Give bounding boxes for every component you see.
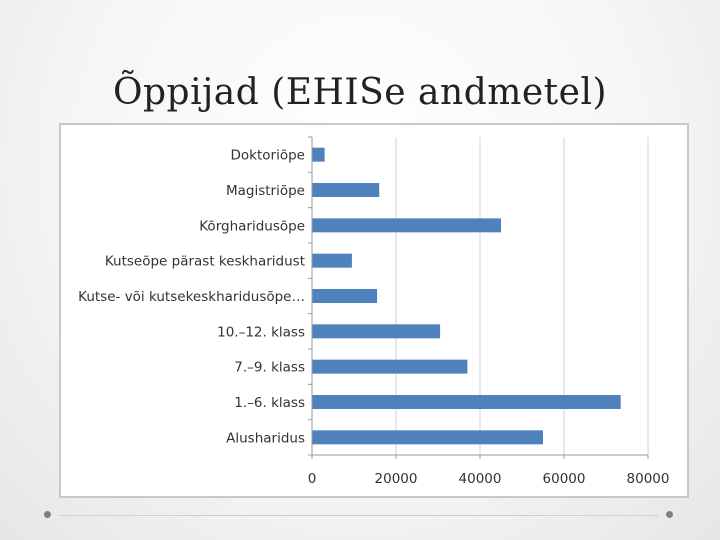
- x-tick-label-3: 60000: [542, 471, 586, 487]
- bar-1: [312, 183, 379, 197]
- bar-6: [312, 360, 467, 374]
- bar-0: [312, 148, 325, 162]
- category-label-1: Magistriõpe: [225, 183, 305, 199]
- bar-4: [312, 289, 377, 303]
- bar-3: [312, 254, 352, 268]
- x-tick-label-1: 20000: [374, 471, 418, 487]
- bar-8: [312, 430, 543, 444]
- category-label-6: 7.–9. klass: [234, 359, 305, 376]
- category-label-5: 10.–12. klass: [217, 324, 305, 341]
- category-label-4: Kutse- või kutsekeskharidusõpe…: [78, 289, 305, 305]
- x-tick-label-0: 0: [307, 471, 317, 487]
- x-tick-label-4: 80000: [626, 471, 670, 487]
- category-label-7: 1.–6. klass: [234, 395, 305, 411]
- bar-7: [312, 395, 621, 409]
- slide-title: Õppijad (EHISe andmetel): [112, 72, 608, 113]
- bullet-dot-right: [666, 511, 673, 518]
- bar-5: [312, 324, 440, 338]
- category-label-8: Alusharidus: [226, 430, 305, 447]
- x-tick-label-2: 40000: [458, 471, 502, 487]
- bar-2: [312, 218, 501, 232]
- bar-chart: [61, 125, 687, 496]
- footer-rule: [60, 515, 658, 516]
- chart-frame: [59, 123, 689, 498]
- category-label-0: Doktoriõpe: [230, 147, 305, 164]
- bullet-dot-left: [44, 511, 51, 518]
- category-label-3: Kutseõpe pärast keskharidust: [104, 253, 305, 270]
- category-label-2: Kõrgharidusõpe: [199, 218, 305, 235]
